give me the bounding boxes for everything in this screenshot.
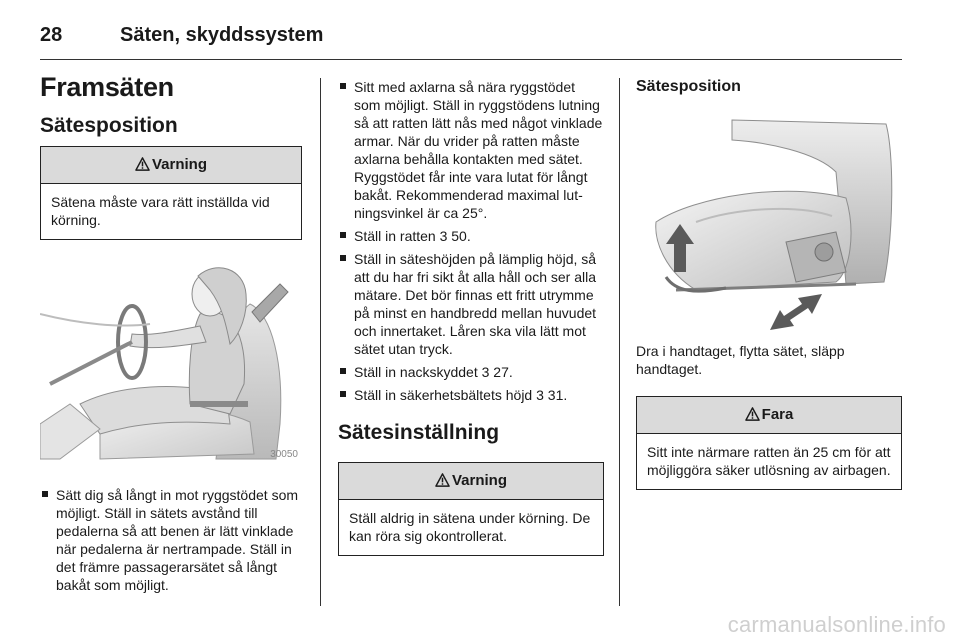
list-item: Ställ in säteshöjden på lämplig höjd, så att du har fri sikt åt alla håll och ser alla mätare. Det bör finnas ett fritt utrymme på minst en handbredd mellan huvudet och innertaket. Låren ska vila lätt mot sätet utan tryck. [338,250,604,358]
warning-label: Varning [451,472,507,489]
list-item: Ställ in ratten 3 50. [338,227,604,245]
danger-text: Sitt inte närmare ratten än 25 cm för att möjliggöra säker utlösning av airbagen. [647,444,891,478]
warning-text: Sätena måste vara rätt inställda vid körning. [51,194,270,228]
warning-triangle-icon [435,473,450,487]
chapter-title: Säten, skyddssystem [120,24,324,46]
seat-adjustment-illustration [636,112,900,332]
column-divider-2 [619,78,620,606]
column-right [636,76,902,490]
section-title-framsaten: Framsäten [40,72,174,102]
warning-box [40,146,302,240]
page-number: 28 [40,24,63,46]
list-item: Ställ in nackskyddet 3 27. [338,363,604,381]
bullet-list-col1 [40,486,302,594]
list-item: Sitt med axlarna så nära ryggstödet som möjligt. Ställ in ryggstödens lutning så att ratten lätt nås med något vinklade armar. När du vrider på ratten måste axlarna behålla kontakten med sätet. Ryggstödet får inte vara lutat för långt bakåt. Rekommenderad maximal lutningsvinkel är ca 25°. [338,78,604,222]
bullet-list-col2 [338,78,604,404]
subsection-title-satesposition: Sätesposition [40,114,178,137]
warning-label: Varning [151,156,207,173]
watermark: carmanualsonline.info [727,612,946,637]
warning-header [41,147,301,184]
seat-illustration-graphic [636,112,900,332]
warning-box [338,462,604,556]
driver-illustration-graphic [40,254,302,464]
header-rule [40,59,902,60]
warning-triangle-icon [135,157,150,171]
column-left [40,70,302,599]
column-middle [338,78,604,556]
driver-seating-illustration [40,254,302,464]
section-title-satesposition-right: Sätesposition [636,78,741,95]
page-header [40,14,900,58]
list-item: Sätt dig så långt in mot ryggstödet som möjligt. Ställ in sätets avstånd till pedalerna så att benen är lätt vinklade när pedalerna är nertrampade. Ställ in det främre passagerarsätet så långt bakåt som möjligt. [40,486,302,594]
seat-adjustment-caption: Dra i handtaget, flytta sätet, släpp handtaget. [636,343,845,377]
warning-triangle-icon [745,407,760,421]
column-divider-1 [320,78,321,606]
danger-header [637,397,901,434]
list-item: Ställ in säkerhetsbältets höjd 3 31. [338,386,604,404]
danger-box [636,396,902,490]
warning-header [339,463,603,500]
illustration-number: 30050 [270,449,298,460]
danger-label: Fara [761,406,794,423]
warning-text: Ställ aldrig in sätena under körning. De kan röra sig okontrollerat. [349,510,591,544]
section-title-satesinstallning: Sätesinställning [338,421,500,444]
